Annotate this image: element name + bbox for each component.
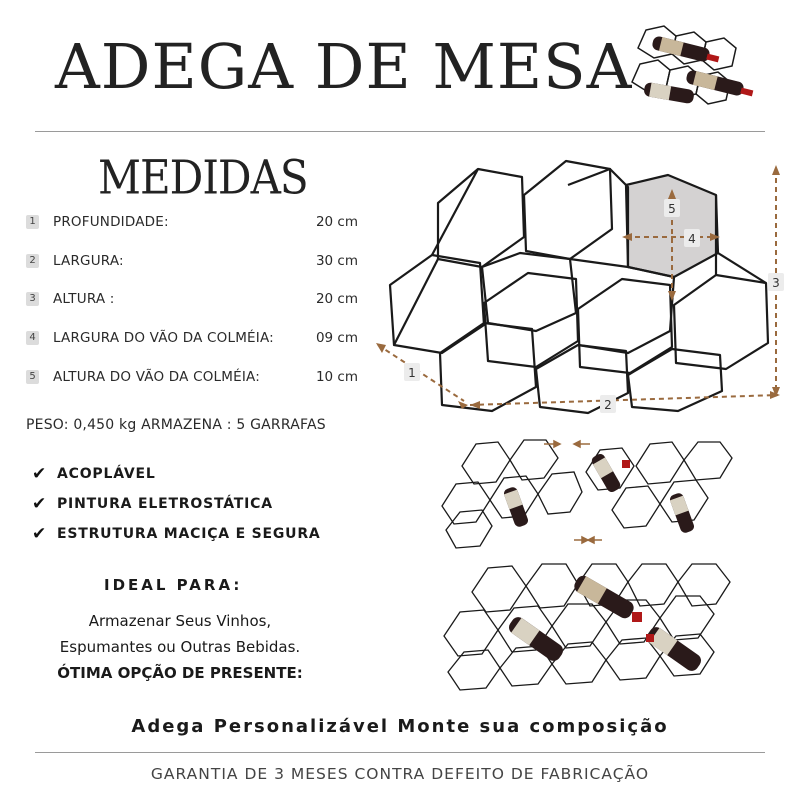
measure-row <box>26 367 366 389</box>
check-icon: ✔ <box>32 464 47 484</box>
svg-text:5: 5 <box>668 202 676 216</box>
svg-text:3: 3 <box>772 276 780 290</box>
svg-text:4: 4 <box>688 232 696 246</box>
dimension-label-5 <box>664 199 680 217</box>
measure-row <box>26 251 366 273</box>
measure-badge: 3 <box>26 292 39 306</box>
measure-label: LARGURA DO VÃO DA COLMÉIA: <box>53 330 274 346</box>
check-icon: ✔ <box>32 524 47 544</box>
measure-badge: 4 <box>26 331 39 345</box>
ideal-heading: IDEAL PARA: <box>104 576 243 594</box>
top-divider <box>35 131 765 132</box>
check-icon: ✔ <box>32 494 47 514</box>
measure-value: 30 cm <box>315 253 358 269</box>
measure-row <box>26 289 366 311</box>
measures-heading: MEDIDAS <box>98 150 308 205</box>
dimensions-diagram <box>370 155 790 415</box>
svg-text:1: 1 <box>408 366 416 380</box>
dimension-label-3 <box>768 273 784 291</box>
measure-value: 20 cm <box>315 214 358 230</box>
feature-label: ACOPLÁVEL <box>57 466 156 482</box>
measure-label: LARGURA: <box>53 253 124 269</box>
ideal-line: Espumantes ou Outras Bebidas. <box>59 638 301 656</box>
ideal-line: Armazenar Seus Vinhos, <box>88 612 272 630</box>
measure-value: 20 cm <box>315 291 358 307</box>
measure-badge: 2 <box>26 254 39 268</box>
measure-badge: 5 <box>26 370 39 384</box>
measure-value: 10 cm <box>315 369 358 385</box>
measure-badge: 1 <box>26 215 39 229</box>
dimension-label-2 <box>600 395 616 413</box>
weight-capacity-text: PESO: 0,450 kg ARMAZENA : 5 GARRAFAS <box>26 417 326 433</box>
assembled-illustration <box>436 560 746 695</box>
dimension-label-4 <box>684 229 700 247</box>
page-title: ADEGA DE MESA <box>55 30 633 103</box>
svg-text:2: 2 <box>604 398 612 412</box>
ideal-line: ÓTIMA OPÇÃO DE PRESENTE: <box>57 664 303 682</box>
stacking-illustration <box>436 436 736 554</box>
dimension-label-1 <box>404 363 420 381</box>
measure-row <box>26 328 366 350</box>
warranty-text: GARANTIA DE 3 MESES CONTRA DEFEITO DE FABRICAÇÃO <box>150 765 650 783</box>
product-thumbnail <box>624 20 769 120</box>
feature-label: ESTRUTURA MACIÇA E SEGURA <box>57 526 321 542</box>
feature-label: PINTURA ELETROSTÁTICA <box>57 496 273 512</box>
bottom-divider <box>35 752 765 753</box>
measure-value: 09 cm <box>315 330 358 346</box>
measure-label: ALTURA : <box>53 291 115 307</box>
customizable-caption: Adega Personalizável Monte sua composição <box>131 716 669 737</box>
measure-label: PROFUNDIDADE: <box>53 214 169 230</box>
measure-row <box>26 212 366 234</box>
measure-label: ALTURA DO VÃO DA COLMÉIA: <box>53 369 260 385</box>
